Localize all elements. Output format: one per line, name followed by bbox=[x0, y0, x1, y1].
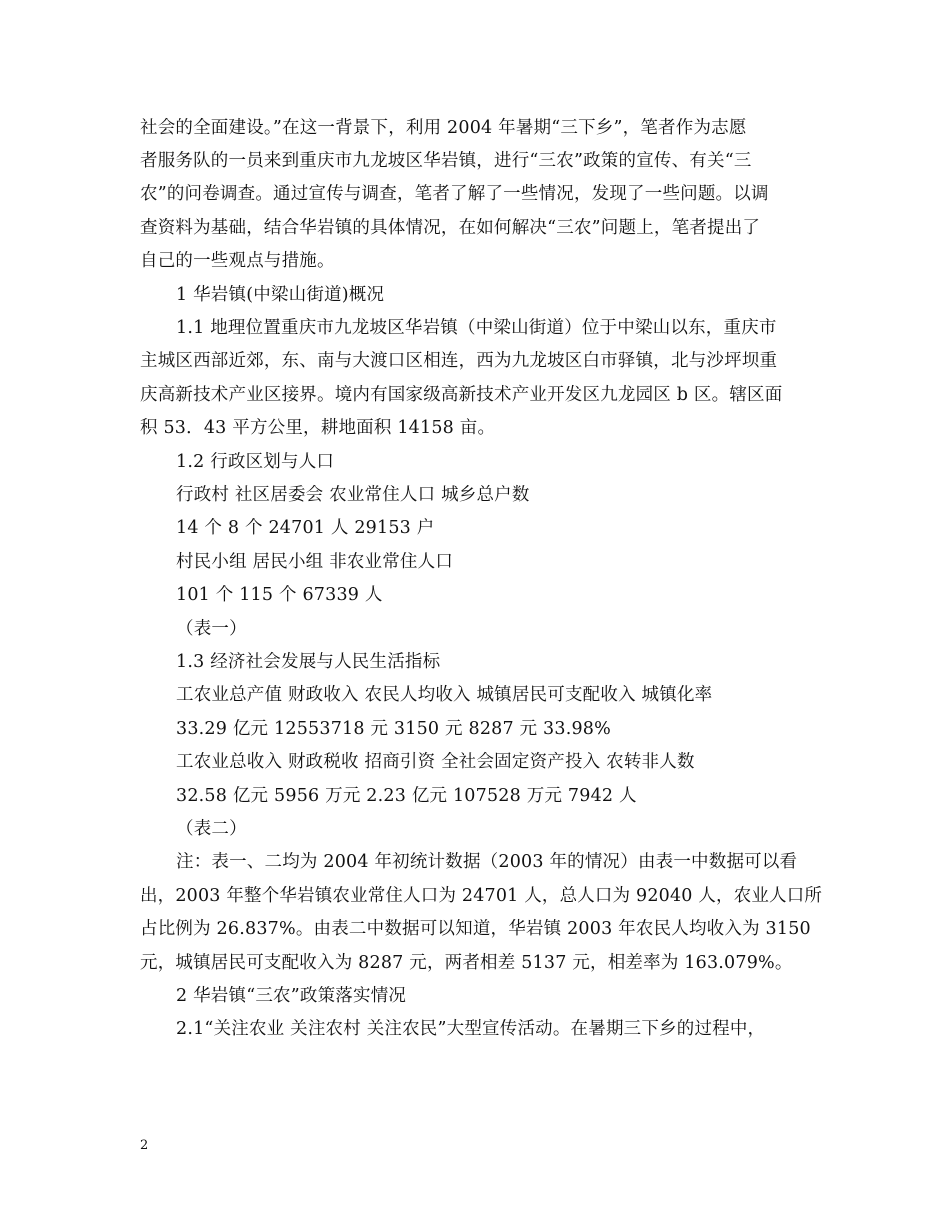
table-caption: （表一） bbox=[176, 619, 247, 639]
text-line: 积 53．43 平方公里，耕地面积 14158 亩。 bbox=[140, 418, 496, 438]
text-line: 占比例为 26.837%。由表二中数据可以知道，华岩镇 2003 年农民人均收入为 3150 bbox=[140, 919, 811, 939]
text-line: 社会的全面建设。”在这一背景下，利用 2004 年暑期“三下乡”，笔者作为志愿 bbox=[140, 118, 747, 138]
text-line: 农”的问卷调查。通过宣传与调查，笔者了解了一些情况，发现了一些问题。以调 bbox=[140, 184, 769, 204]
table-row: 村民小组 居民小组 非农业常住人口 bbox=[176, 552, 454, 572]
subsection-heading: 1.3 经济社会发展与人民生活指标 bbox=[176, 652, 441, 672]
text-line: 查资料为基础，结合华岩镇的具体情况，在如何解决“三农”问题上，笔者提出了 bbox=[140, 218, 761, 238]
table-caption: （表二） bbox=[176, 819, 247, 839]
table-row: 工农业总产值 财政收入 农民人均收入 城镇居民可支配收入 城镇化率 bbox=[176, 685, 713, 705]
table-row: 33.29 亿元 12553718 元 3150 元 8287 元 33.98% bbox=[176, 719, 611, 739]
table-row: 101 个 115 个 67339 人 bbox=[176, 585, 383, 605]
text-line: 1.1 地理位置重庆市九龙坡区华岩镇（中梁山街道）位于中梁山以东，重庆市 bbox=[176, 318, 777, 338]
table-row: 14 个 8 个 24701 人 29153 户 bbox=[176, 518, 435, 538]
text-line: 主城区西部近郊，东、南与大渡口区相连，西为九龙坡区白市驿镇，北与沙坪坝重 bbox=[140, 351, 778, 371]
text-line: 2.1“关注农业 关注农村 关注农民”大型宣传活动。在暑期三下乡的过程中， bbox=[176, 1019, 766, 1039]
table-row: 行政村 社区居委会 农业常住人口 城乡总户数 bbox=[176, 485, 530, 505]
section-heading: 2 华岩镇“三农”政策落实情况 bbox=[176, 986, 407, 1006]
subsection-heading: 1.2 行政区划与人口 bbox=[176, 452, 335, 472]
section-heading: 1 华岩镇(中梁山街道)概况 bbox=[176, 285, 385, 305]
text-line: 者服务队的一员来到重庆市九龙坡区华岩镇，进行“三农”政策的宣传、有关“三 bbox=[140, 151, 752, 171]
page-number: 2 bbox=[140, 1138, 149, 1153]
text-line: 出，2003 年整个华岩镇农业常住人口为 24701 人，总人口为 92040 人，农业人口所 bbox=[140, 886, 823, 906]
text-line: 元，城镇居民可支配收入为 8287 元，两者相差 5137 元，相差率为 163.079%。 bbox=[140, 953, 793, 973]
text-line: 注：表一、二均为 2004 年初统计数据（2003 年的情况）由表一中数据可以看 bbox=[176, 852, 798, 872]
table-row: 32.58 亿元 5956 万元 2.23 亿元 107528 万元 7942 人 bbox=[176, 786, 637, 806]
text-line: 自己的一些观点与措施。 bbox=[140, 251, 335, 271]
text-line: 庆高新技术产业区接界。境内有国家级高新技术产业开发区九龙园区 b 区。辖区面 bbox=[140, 385, 783, 405]
table-row: 工农业总收入 财政税收 招商引资 全社会固定资产投入 农转非人数 bbox=[176, 752, 695, 772]
